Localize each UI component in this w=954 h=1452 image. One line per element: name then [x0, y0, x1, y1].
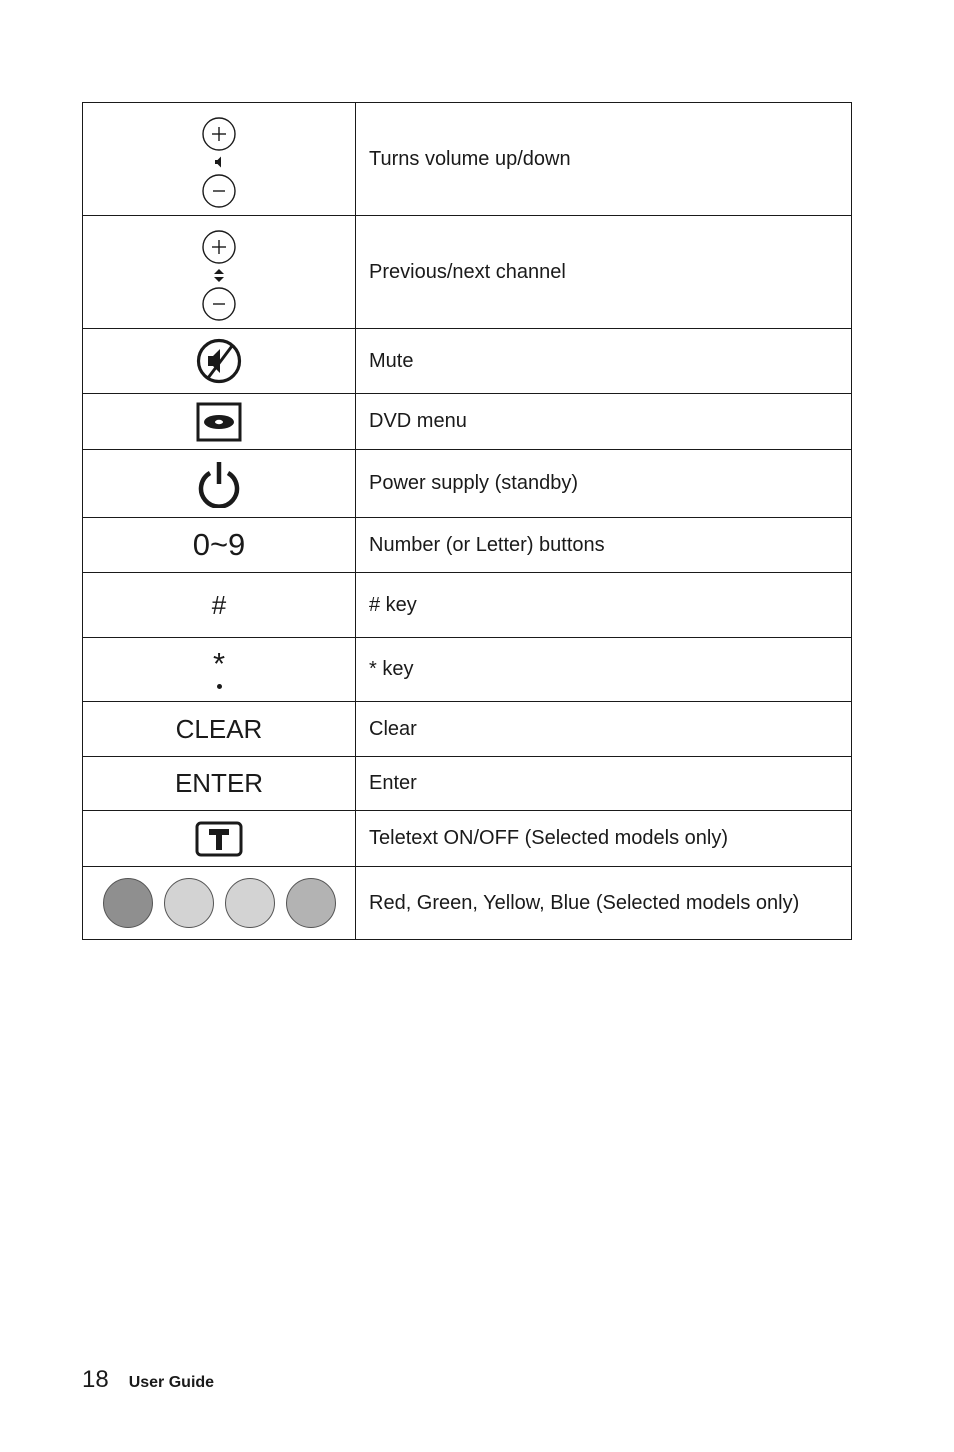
teletext-icon	[195, 821, 243, 857]
row-description: Red, Green, Yellow, Blue (Selected models only)	[356, 867, 852, 940]
enter-key-label: ENTER	[174, 768, 264, 798]
color-buttons-icon	[83, 878, 355, 928]
volume-up-down-icon	[199, 107, 239, 211]
table-row	[83, 103, 852, 216]
table-row	[83, 329, 852, 394]
row-description: Teletext ON/OFF (Selected models only)	[356, 811, 852, 867]
symbol-cell	[83, 811, 356, 867]
star-dot-icon	[217, 684, 222, 689]
page-footer	[82, 1366, 214, 1394]
dvd-menu-icon	[196, 402, 242, 442]
clear-key-label: CLEAR	[175, 713, 263, 744]
symbol-cell	[83, 702, 356, 757]
symbol-cell	[83, 757, 356, 811]
table-row	[83, 216, 852, 329]
number-keys-label: 0~9	[192, 527, 246, 562]
yellow-button-icon	[225, 878, 275, 928]
row-description: Previous/next channel	[356, 216, 852, 329]
table-row	[83, 573, 852, 638]
symbol-cell	[83, 103, 356, 216]
star-key-label: *	[212, 646, 226, 681]
symbol-cell	[83, 867, 356, 940]
table-row	[83, 757, 852, 811]
symbol-cell	[83, 394, 356, 450]
page-number: 18	[82, 1366, 109, 1393]
table-row	[83, 638, 852, 702]
power-icon	[196, 460, 242, 508]
row-description: Enter	[356, 757, 852, 811]
row-description: Power supply (standby)	[356, 450, 852, 518]
table-row	[83, 867, 852, 940]
row-description: * key	[356, 638, 852, 702]
symbol-cell	[83, 450, 356, 518]
symbol-cell	[83, 573, 356, 638]
row-description: Clear	[356, 702, 852, 757]
table-row	[83, 450, 852, 518]
row-description: # key	[356, 573, 852, 638]
table-row	[83, 394, 852, 450]
red-button-icon	[103, 878, 153, 928]
symbol-cell	[83, 638, 356, 702]
remote-buttons-table	[82, 102, 852, 940]
symbol-cell	[83, 329, 356, 394]
channel-up-down-icon	[199, 220, 239, 324]
blue-button-icon	[286, 878, 336, 928]
guide-label: User Guide	[128, 1374, 215, 1391]
green-button-icon	[164, 878, 214, 928]
row-description: Turns volume up/down	[356, 103, 852, 216]
row-description: Mute	[356, 329, 852, 394]
table-row	[83, 518, 852, 573]
symbol-cell	[83, 216, 356, 329]
row-description: Number (or Letter) buttons	[356, 518, 852, 573]
hash-key-label: #	[211, 589, 227, 620]
table-row	[83, 811, 852, 867]
table-row	[83, 702, 852, 757]
symbol-cell	[83, 518, 356, 573]
mute-icon	[196, 338, 242, 384]
row-description: DVD menu	[356, 394, 852, 450]
